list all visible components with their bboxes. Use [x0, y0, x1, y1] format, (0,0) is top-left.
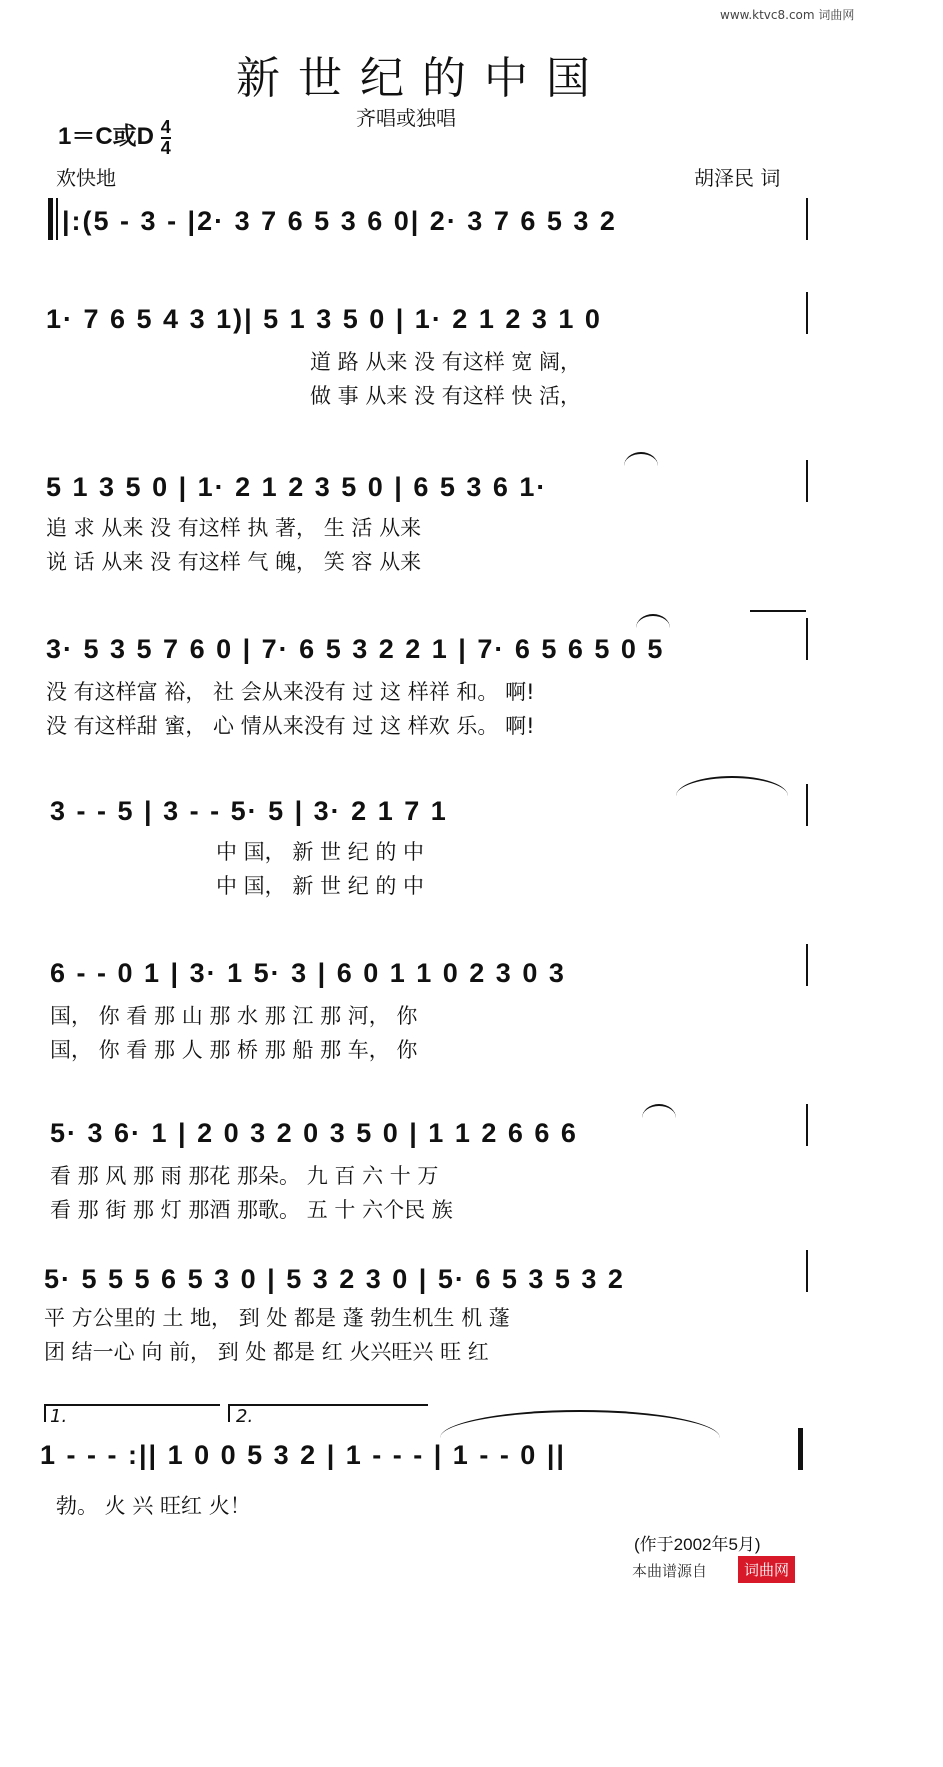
lyric-3-verse-2: 说 话 从来 没 有这样 气 魄， 笑 容 从来 [46, 550, 422, 574]
volta-2-label: 2. [236, 1406, 254, 1427]
watermark-text: www.ktvc8.com 词曲网 [720, 8, 855, 22]
volta-1-label: 1. [50, 1406, 68, 1427]
lyric-7-verse-2: 看 那 街 那 灯 那酒 那歌。 五 十 六个民 族 [50, 1198, 453, 1222]
tie-line [750, 610, 806, 612]
lyric-6-verse-2: 国， 你 看 那 人 那 桥 那 船 那 车， 你 [50, 1038, 418, 1062]
volta-1-edge [44, 1404, 46, 1422]
notation-line-9: 1 - - - :|| 1 0 0 5 3 2 | 1 - - - | 1 - - 0 || [40, 1440, 566, 1470]
lyric-2-verse-2: 做 事 从来 没 有这样 快 活， [310, 384, 582, 408]
lyricist-credit: 胡泽民 词 [694, 166, 781, 190]
time-sig-top: 4 [160, 116, 171, 137]
key-text: 1＝C或D [58, 123, 155, 150]
lyric-8-verse-1: 平 方公里的 土 地， 到 处 都是 蓬 勃生机生 机 蓬 [44, 1306, 510, 1330]
lyric-8-verse-2: 团 结一心 向 前， 到 处 都是 红 火兴旺兴 旺 红 [44, 1340, 489, 1364]
notation-line-1: |:(5 - 3 - |2· 3 7 6 5 3 6 0| 2· 3 7 6 5 3 2 [62, 206, 617, 236]
time-signature [161, 118, 171, 158]
slur-mark [636, 614, 670, 628]
barline [806, 784, 808, 826]
lyric-5-verse-1: 中 国， 新 世 纪 的 中 [216, 840, 425, 864]
source-brand: 词曲网 [738, 1556, 795, 1583]
lyric-9-verse-1: 勃。 火 兴 旺红 火！ [56, 1494, 251, 1518]
barline [806, 944, 808, 986]
notation-line-2: 1· 7 6 5 4 3 1)| 5 1 3 5 0 | 1· 2 1 2 3 1 0 [46, 304, 602, 334]
barline [806, 618, 808, 660]
lyric-4-verse-1: 没 有这样富 裕， 社 会从来没有 过 这 样祥 和。 啊! [46, 680, 535, 704]
barline [806, 292, 808, 334]
slur-mark [676, 776, 788, 796]
barline [806, 198, 808, 240]
repeat-start-bar [48, 198, 53, 240]
time-sig-bottom: 4 [160, 137, 171, 158]
lyric-7-verse-1: 看 那 风 那 雨 那花 那朵。 九 百 六 十 万 [50, 1164, 439, 1188]
volta-2-edge [228, 1404, 230, 1422]
slur-mark [642, 1104, 676, 1118]
notation-line-6: 6 - - 0 1 | 3· 1 5· 3 | 6 0 1 1 0 2 3 0 3 [50, 958, 566, 988]
tempo-marking: 欢快地 [56, 166, 116, 190]
key-signature [58, 116, 171, 158]
slur-mark [440, 1410, 720, 1438]
barline [806, 1104, 808, 1146]
song-subtitle: 齐唱或独唱 [356, 106, 456, 130]
lyric-5-verse-2: 中 国， 新 世 纪 的 中 [216, 874, 425, 898]
song-title: 新世纪的中国 [236, 53, 608, 104]
notation-line-7: 5· 3 6· 1 | 2 0 3 2 0 3 5 0 | 1 1 2 6 6 6 [50, 1118, 578, 1148]
final-bar [798, 1428, 803, 1470]
volta-1-bracket [44, 1404, 220, 1406]
barline [56, 198, 58, 240]
notation-line-8: 5· 5 5 5 6 5 3 0 | 5 3 2 3 0 | 5· 6 5 3 5 3 2 [44, 1264, 625, 1294]
lyric-6-verse-1: 国， 你 看 那 山 那 水 那 江 那 河， 你 [50, 1004, 418, 1028]
lyric-3-verse-1: 追 求 从来 没 有这样 执 著， 生 活 从来 [46, 516, 422, 540]
barline [806, 460, 808, 502]
volta-2-bracket [228, 1404, 428, 1406]
barline [806, 1250, 808, 1292]
slur-mark [624, 452, 658, 466]
source-label: 本曲谱源自 [632, 1562, 708, 1580]
lyric-4-verse-2: 没 有这样甜 蜜， 心 情从来没有 过 这 样欢 乐。 啊! [46, 714, 535, 738]
notation-line-3: 5 1 3 5 0 | 1· 2 1 2 3 5 0 | 6 5 3 6 1· [46, 472, 548, 502]
composition-date: (作于2002年5月) [634, 1535, 761, 1554]
lyric-2-verse-1: 道 路 从来 没 有这样 宽 阔， [310, 350, 582, 374]
notation-line-4: 3· 5 3 5 7 6 0 | 7· 6 5 3 2 2 1 | 7· 6 5 6 5 0 5 [46, 634, 665, 664]
notation-line-5: 3 - - 5 | 3 - - 5· 5 | 3· 2 1 7 1 [50, 796, 448, 826]
